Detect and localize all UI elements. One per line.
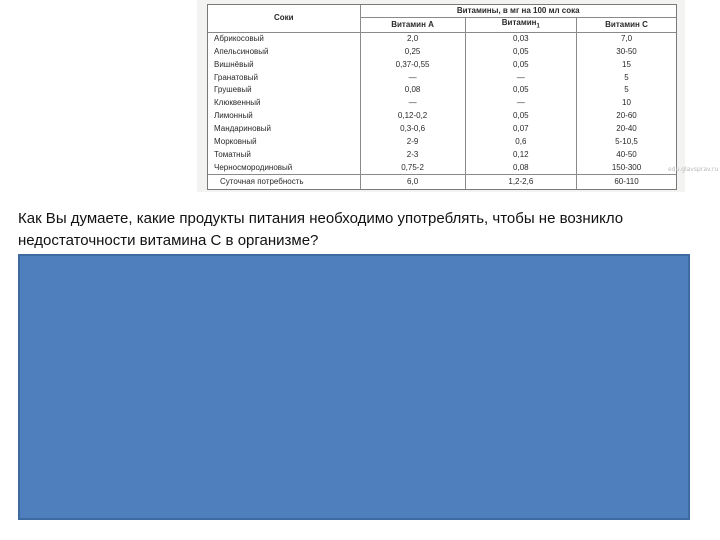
table-row [208, 84, 676, 97]
total-vitamin-c: 60-110 [577, 175, 676, 190]
vitamin-a-value: 0,12-0,2 [360, 110, 465, 123]
juice-name: Мандариновый [214, 123, 271, 133]
vitamin-c-value: 15 [577, 58, 676, 71]
total-vitamin-a: 6,0 [360, 175, 465, 190]
vitamin-b1-value: 0,05 [465, 84, 576, 97]
juice-name: Морковный [214, 136, 257, 146]
vitamin-a-value: 2,0 [360, 32, 465, 45]
table-row [208, 135, 676, 148]
table-row [208, 148, 676, 161]
vitamin-b1-value: 0,05 [465, 110, 576, 123]
vitamin-b1-value: 0,6 [465, 135, 576, 148]
vitamin-table [208, 5, 676, 189]
answer-box [18, 254, 690, 520]
vitamin-a-value: 0,75-2 [360, 161, 465, 174]
juice-name: Томатный [214, 149, 251, 159]
table-body [208, 32, 676, 174]
vitamin-b1-value: 0,12 [465, 148, 576, 161]
vitamin-c-value: 150-300 [577, 161, 676, 174]
vitamin-c-value: 5-10,5 [577, 135, 676, 148]
vitamin-b1-value: 0,07 [465, 123, 576, 136]
vitamin-a-value: 0,3-0,6 [360, 123, 465, 136]
table-row [208, 110, 676, 123]
vitamin-b1-value: — [465, 71, 576, 84]
table-row [208, 97, 676, 110]
juice-name: Вишнёвый [214, 59, 254, 69]
vitamin-a-value: 0,37-0,55 [360, 58, 465, 71]
header-vitamin-a: Витамин А [360, 18, 465, 33]
watermark: edu.glavsprav.ru [668, 166, 719, 173]
juice-name: Грушевый [214, 85, 252, 95]
vitamin-a-value: 0,08 [360, 84, 465, 97]
table-row [208, 123, 676, 136]
total-vitamin-b1: 1,2-2,6 [465, 175, 576, 190]
juice-name: Клюквенный [214, 98, 261, 108]
question-text: Как Вы думаете, какие продукты питания необходимо употреблять, чтобы не возникло недостаточности витамина С в организме? [18, 210, 624, 249]
header-vitamin-b1-sub: 1 [536, 23, 540, 30]
table-row [208, 46, 676, 59]
vitamin-b1-value: 0,05 [465, 46, 576, 59]
vitamin-c-value: 10 [577, 97, 676, 110]
header-juices: Соки [208, 5, 360, 32]
vitamin-b1-value: — [465, 97, 576, 110]
total-label: Суточная потребность [208, 175, 360, 190]
vitamin-c-value: 20-40 [577, 123, 676, 136]
table-row [208, 161, 676, 174]
vitamin-c-value: 5 [577, 71, 676, 84]
header-vitamins: Витамины, в мг на 100 мл сока [360, 5, 676, 18]
table-header-row [208, 5, 676, 18]
juice-name: Абрикосовый [214, 34, 264, 44]
vitamin-table-frame [207, 4, 677, 190]
vitamin-c-value: 40-50 [577, 148, 676, 161]
table-row [208, 58, 676, 71]
vitamin-b1-value: 0,05 [465, 58, 576, 71]
vitamin-table-image [197, 0, 685, 192]
vitamin-a-value: 2-9 [360, 135, 465, 148]
vitamin-b1-value: 0,08 [465, 161, 576, 174]
header-vitamin-c: Витамин С [577, 18, 676, 33]
vitamin-c-value: 7,0 [577, 32, 676, 45]
vitamin-a-value: 0,25 [360, 46, 465, 59]
table-total-row [208, 175, 676, 190]
table-row [208, 71, 676, 84]
juice-name: Черносмородиновый [214, 162, 293, 172]
vitamin-c-value: 5 [577, 84, 676, 97]
vitamin-a-value: — [360, 71, 465, 84]
table-row [208, 32, 676, 45]
juice-name: Лимонный [214, 111, 253, 121]
vitamin-a-value: — [360, 97, 465, 110]
vitamin-b1-value: 0,03 [465, 32, 576, 45]
juice-name: Гранатовый [214, 72, 258, 82]
juice-name: Апельсиновый [214, 46, 269, 56]
header-vitamin-b1 [465, 18, 576, 33]
header-vitamin-b1-label: Витамин [501, 18, 537, 27]
vitamin-c-value: 20-60 [577, 110, 676, 123]
vitamin-c-value: 30-50 [577, 46, 676, 59]
vitamin-a-value: 2-3 [360, 148, 465, 161]
